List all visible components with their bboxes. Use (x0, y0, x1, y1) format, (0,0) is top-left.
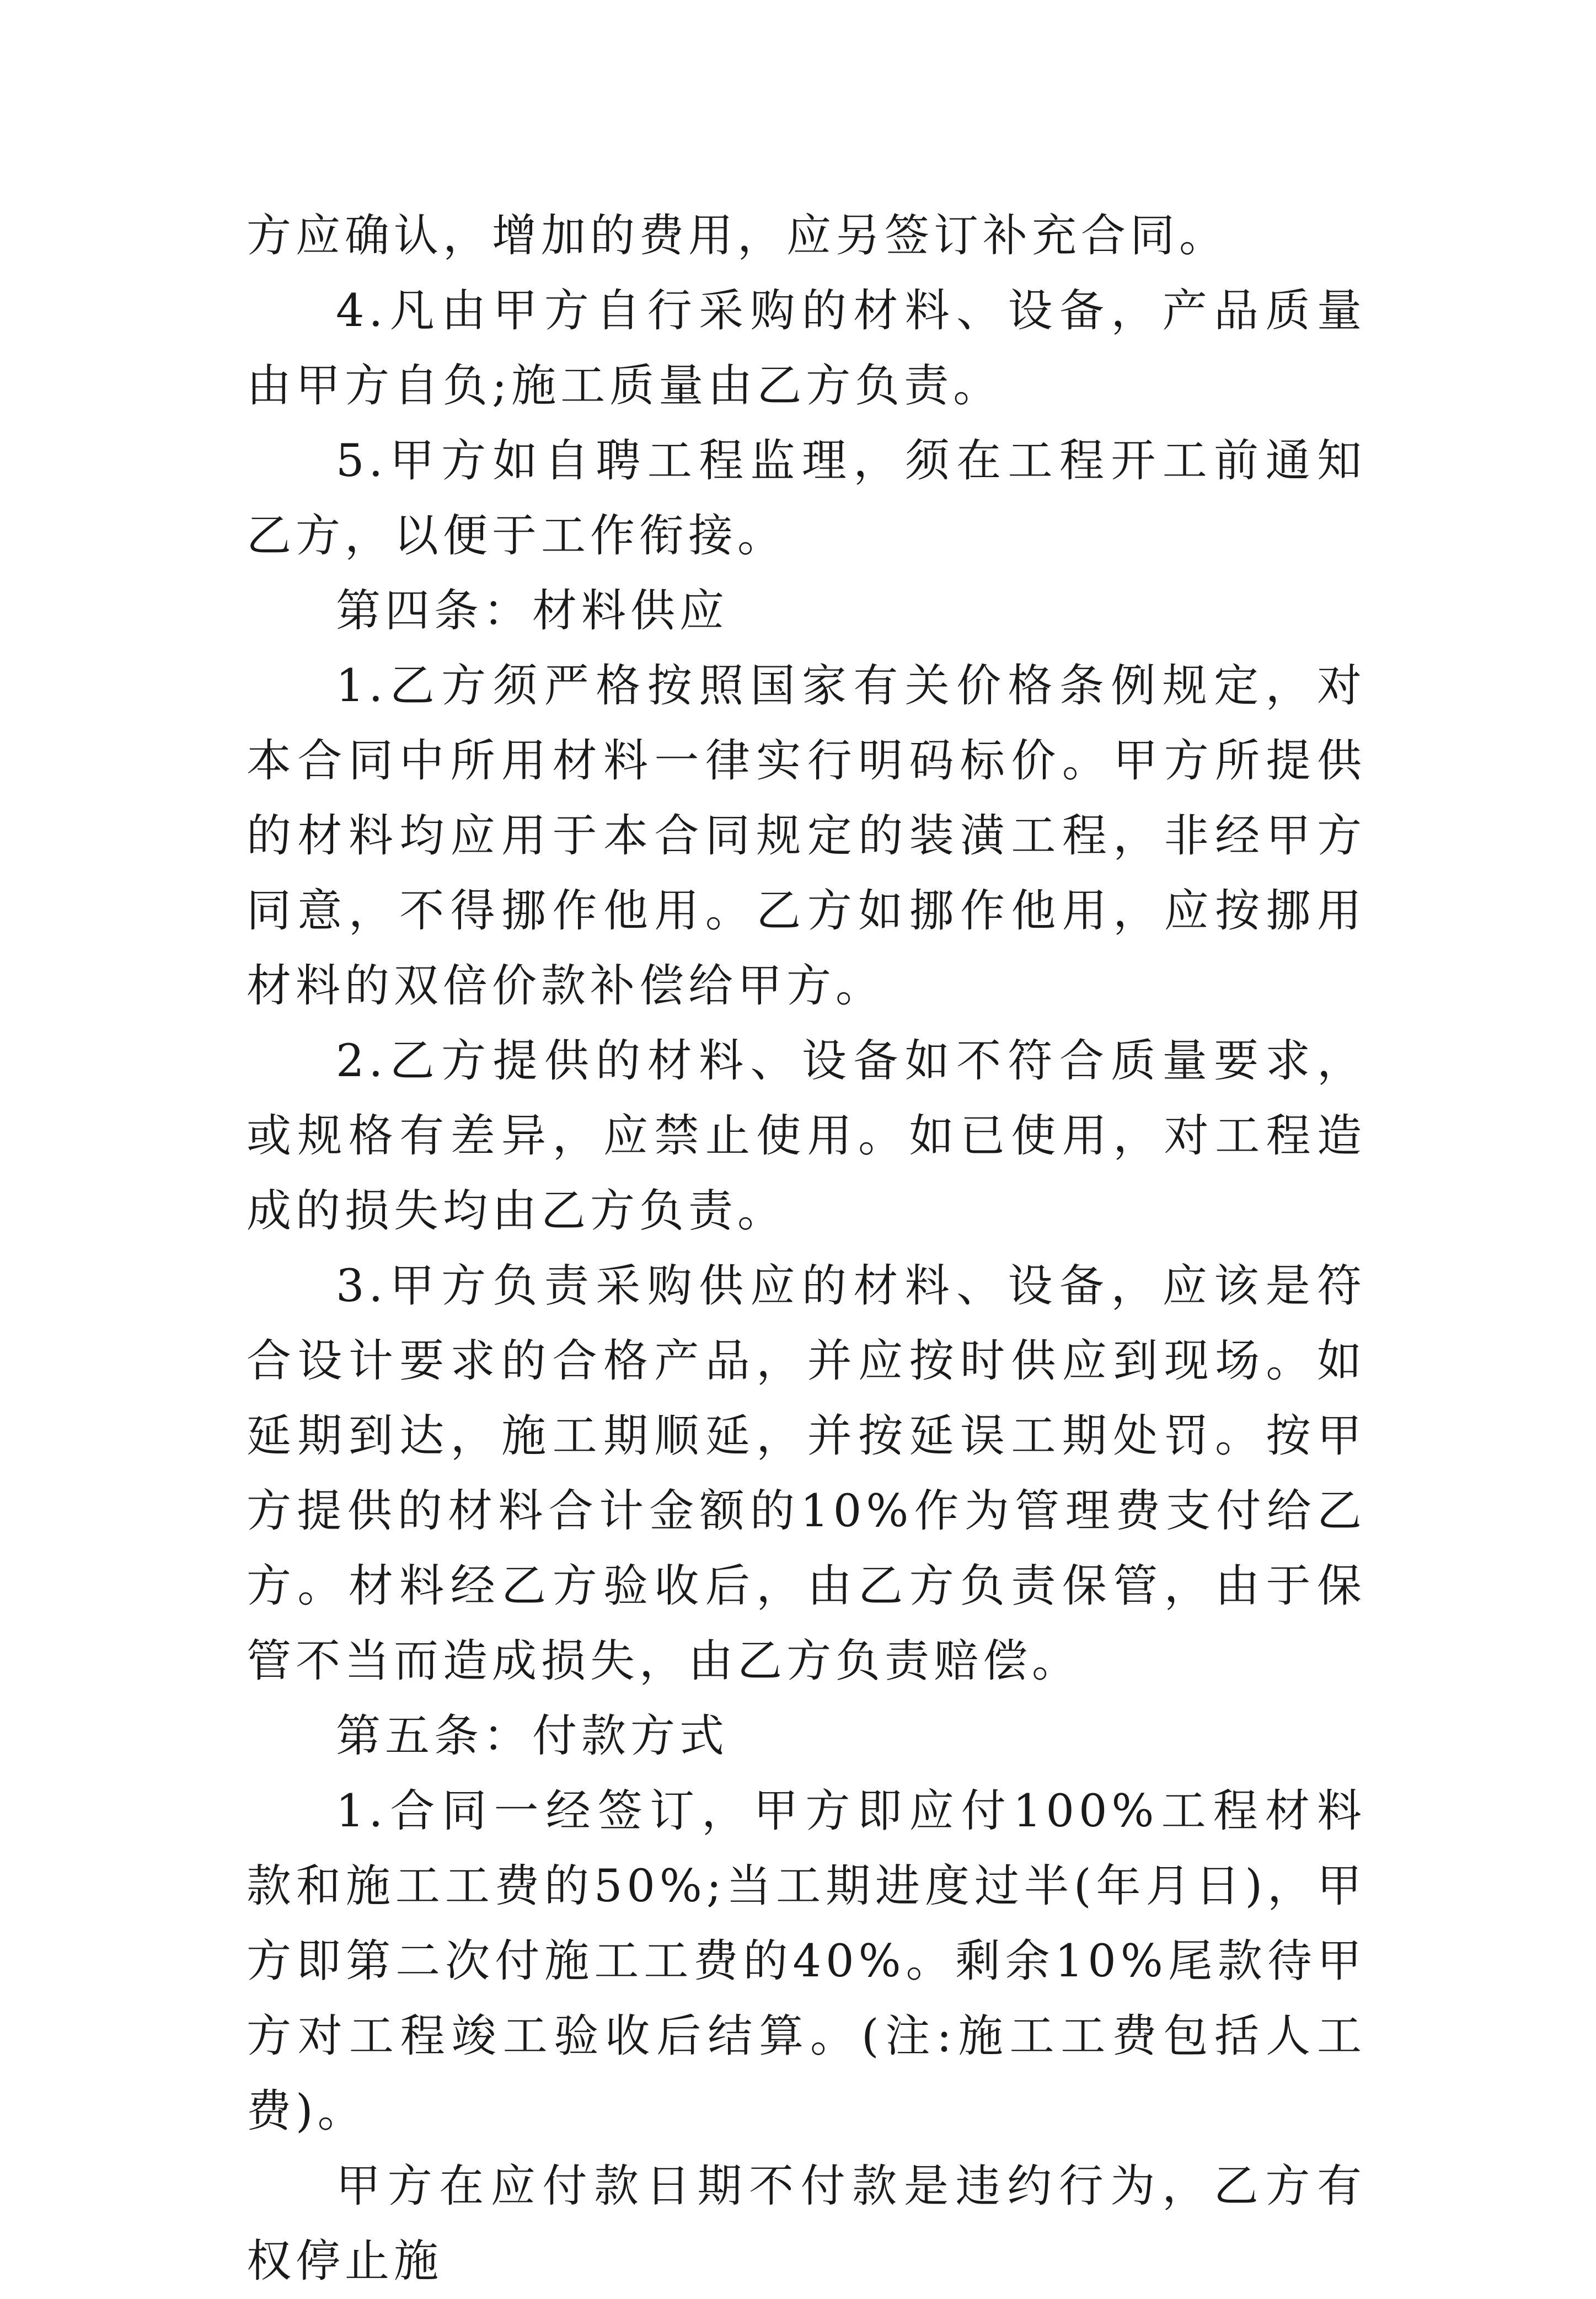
paragraph-clause-4-3: 3.甲方负责采购供应的材料、设备，应该是符合设计要求的合格产品，并应按时供应到现场。如延期到达，施工期顺延，并按延误工期处罚。按甲方提供的材料合计金额的10%作为管理费支付给乙方。材料经乙方验收后，由乙方负责保管，由于保管不当而造成损失，由乙方负责赔偿。 (247, 1260, 1366, 1687)
paragraph-clause-4-2: 2.乙方提供的材料、设备如不符合质量要求，或规格有差异，应禁止使用。如已使用，对工程造成的损失均由乙方负责。 (247, 1035, 1366, 1237)
paragraph-clause-3-4: 4.凡由甲方自行采购的材料、设备，产品质量由甲方自负;施工质量由乙方负责。 (247, 285, 1366, 412)
paragraph-clause-5-1: 1.合同一经签订，甲方即应付100%工程材料款和施工工费的50%;当工期进度过半(年月日)，甲方即第二次付施工工费的40%。剩余10%尾款待甲方对工程竣工验收后结算。(注:施工工费包括人工费)。 (247, 1785, 1366, 2137)
paragraph-continuation: 方应确认，增加的费用，应另签订补充合同。 (247, 210, 1229, 262)
article-5-heading: 第五条：付款方式 (336, 1710, 729, 1762)
paragraph-clause-3-5: 5.甲方如自聘工程监理，须在工程开工前通知乙方，以便于工作衔接。 (247, 435, 1366, 562)
paragraph-clause-4-1: 1.乙方须严格按照国家有关价格条例规定，对本合同中所用材料一律实行明码标价。甲方所提供的材料均应用于本合同规定的装潢工程，非经甲方同意，不得挪作他用。乙方如挪作他用，应按挪用材料的双倍价款补偿给甲方。 (247, 660, 1366, 1012)
article-4-heading: 第四条：材料供应 (336, 585, 729, 637)
paragraph-clause-5-2: 甲方在应付款日期不付款是违约行为，乙方有权停止施 (247, 2161, 1366, 2287)
document-body (247, 199, 1366, 2299)
